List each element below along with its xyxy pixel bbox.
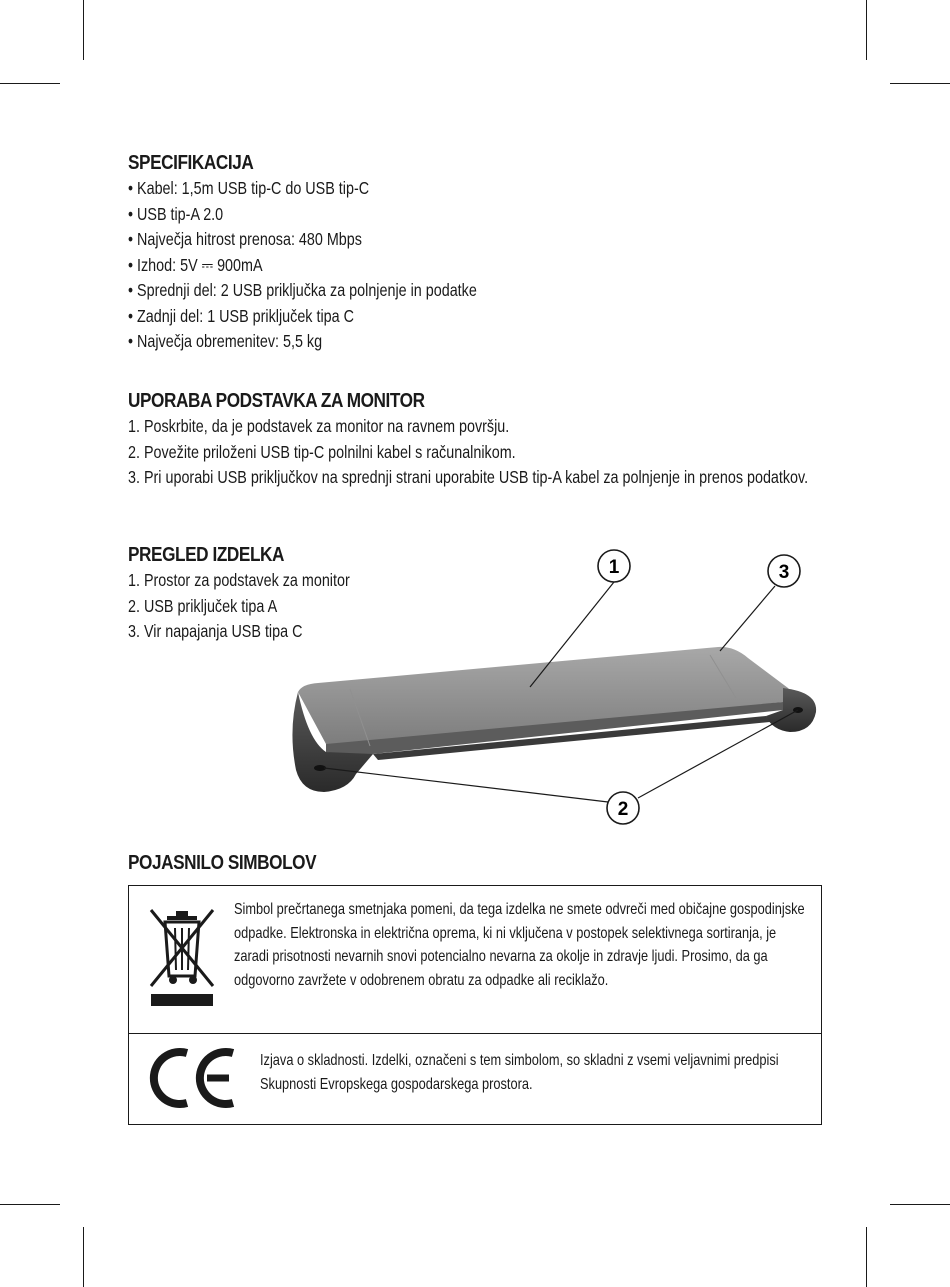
callout-3: [768, 555, 800, 587]
callout-label: 1: [608, 557, 620, 578]
section-heading: POJASNILO SIMBOLOV: [128, 852, 317, 874]
crop-mark: [0, 83, 60, 84]
section-heading: SPECIFIKACIJA: [128, 152, 254, 174]
list-item: • Zadnji del: 1 USB priključek tipa C: [128, 305, 354, 326]
crop-mark: [83, 0, 84, 60]
crop-mark: [890, 1204, 950, 1205]
callout-1: [598, 550, 630, 582]
section-heading: UPORABA PODSTAVKA ZA MONITOR: [128, 390, 425, 412]
list-item: • Izhod: 5V ⎓ 900mA: [128, 254, 263, 275]
section-heading: PREGLED IZDELKA: [128, 544, 285, 566]
list-item: 3. Vir napajanja USB tipa C: [128, 621, 303, 641]
crop-mark: [866, 1227, 867, 1287]
weee-row: [129, 886, 821, 1034]
ce-mark-icon: [149, 1047, 237, 1109]
callout-label: 2: [617, 799, 629, 820]
callout-label: 3: [778, 562, 790, 583]
crop-mark: [0, 1204, 60, 1205]
specification-section: [128, 150, 553, 355]
crop-mark: [83, 1227, 84, 1287]
ce-description: Izjava o skladnosti. Izdelki, označeni s tem simbolom, so skladni z vsemi veljavnimi predpisi Skupnosti Evropskega gospodarskega prostora.: [260, 1052, 779, 1093]
list-item: • Sprednji del: 2 USB priključka za polnjenje in podatke: [128, 280, 477, 300]
callout-leader-3: [720, 586, 775, 651]
list-item: • Kabel: 1,5m USB tip-C do USB tip-C: [128, 178, 370, 198]
list-item: 1. Poskrbite, da je podstavek za monitor na ravnem površju.: [128, 416, 510, 436]
list-item: • USB tip-A 2.0: [128, 203, 224, 224]
list-item: 3. Pri uporabi USB priključkov na sprednji strani uporabite USB tip-A kabel za polnjenje in prenos podatkov.: [128, 467, 809, 487]
usage-section: [128, 388, 950, 491]
crossed-bin-icon: [149, 908, 215, 1008]
callout-2: [607, 792, 639, 824]
list-item: • Največja hitrost prenosa: 480 Mbps: [128, 229, 362, 249]
list-item: • Največja obremenitev: 5,5 kg: [128, 331, 323, 351]
monitor-stand-illustration: [278, 540, 838, 840]
list-item: 2. USB priključek tipa A: [128, 595, 278, 616]
ce-row: [129, 1033, 821, 1125]
crop-mark: [890, 83, 950, 84]
callout-leader-2a: [324, 768, 608, 802]
crop-mark: [866, 0, 867, 60]
weee-description: Simbol prečrtanega smetnjaka pomeni, da tega izdelka ne smete odvreči med običajne gospodinjske odpadke. Elektronska in električna oprema, ki ni vključena v postopek selektivnega sortiranja, je zaradi prisotnosti nevarnih snovi potencialno nevarna za okolje in zdravje ljudi. Prosimo, da ga odgovorno zavržete v odobrenem obratu za odpadke ali reciklažo.: [234, 901, 805, 989]
symbols-section: [128, 850, 347, 876]
list-item: 1. Prostor za podstavek za monitor: [128, 570, 350, 590]
symbols-table: [128, 885, 822, 1125]
list-item: 2. Povežite priloženi USB tip-C polnilni kabel s računalnikom.: [128, 441, 516, 462]
